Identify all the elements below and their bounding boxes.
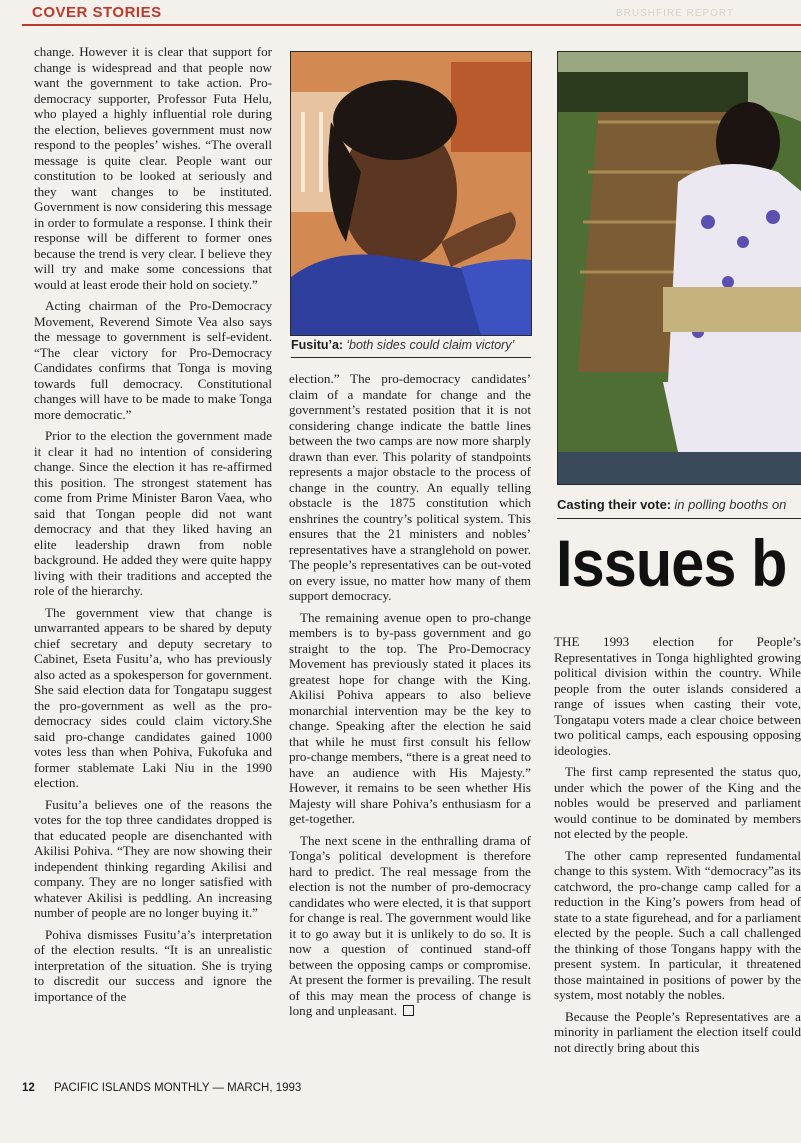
- paragraph: The other camp represented fundamental change to this system. With “democracy”as its catchword, the pro-change camp called for a reduction in the King’s powers from head of state to a state figurehead, and for a parliament elected by the people. Such a call challenged the thinking of those Tongans happy with the present system. In particular, it threatened those maintained in positions of power by the system, most notably the nobles.: [554, 847, 801, 1002]
- paragraph: Acting chairman of the Pro-Democracy Movement, Reverend Simote Vea also says the message to government is self-evident. “The clear victory for Pro-Democracy Candidates confirms that Tonga is moving towards full democracy. Constitutional changes will have to be made to make Tonga more democratic.”: [34, 298, 272, 422]
- paragraph: Because the People’s Representatives are a minority in parliament the election itself could not directly bring about this: [554, 1008, 801, 1055]
- paragraph: The government view that change is unwarranted appears to be shared by deputy chief secretary and deputy secretary to Cabinet, Eseta Fusitu’a, who has previously also acted as a spokesperson for government. She said election data for Tongatapu suggest the pro-government as well as the pro-democracy sides could claim victory.She said pro-change candidates gained 1000 votes less than when Pohiva, Fukofuka and former stablemate Laki Niu in the 1990 election.: [34, 604, 272, 790]
- photo-fusitua-illustration: [291, 52, 531, 335]
- photo-caption-fusitua: [291, 338, 531, 353]
- photo-casting-vote: [557, 51, 801, 485]
- paragraph-text: The next scene in the enthralling drama of Tonga’s political development is therefore hard to predict. The real message from the election is not the number of pro-democracy candidates who were elected, it is that support for change is real. The government would like it to go away but it is unlikely to do so. It is now a question of continued stand-off between the opposing camps or compromise. At present the former is prevailing. The result of this may mean the process of change is long and unpleasant.: [289, 832, 531, 1018]
- header-rule: [22, 24, 801, 26]
- caption-text: ‘both sides could claim victory’: [346, 338, 515, 352]
- paragraph: THE 1993 election for People’s Representatives in Tonga highlighted growing political division within the country. While people from the outer islands considered a range of issues when casting their vote, Tongatapu voters made a clear choice between two political camps, each espousing opposing ideologies.: [554, 634, 801, 758]
- paragraph: Fusitu’a believes one of the reasons the votes for the top three candidates dropped is that educated people are disenchanted with Akilisi Pohiva. “They are now showing their independent thinking regarding Akilisi and company. They are no longer satisfied with whatever Akilisi is peddling. An increasing number of people are no longer buying it.”: [34, 796, 272, 920]
- page-number: 12: [22, 1082, 35, 1094]
- paragraph: change. However it is clear that support for change is widespread and that people now want the government to take action. Pro-democracy supporter, Professor Futa Helu, who played a highly influential role during the election, believes government must now respond to the peoples’ wishes. “The overall message is quite clear. People want our constitution to be looked at seriously and they want changes to be instituted. Government is now considering this message in order to formulate a response. I think their response will be different to former ones because the trend is very clear. I believe they will try and make some concessions that would at least erode their hold on society.”: [34, 44, 272, 292]
- section-label: COVER STORIES: [32, 4, 162, 21]
- caption-rule: [557, 518, 801, 519]
- paragraph: [289, 833, 531, 1019]
- article-column-1: [34, 44, 272, 1004]
- paragraph: The remaining avenue open to pro-change members is to by-pass government and go straight to the top. The Pro-Democracy Movement has previously stated it places its greatest hope for change with the King. Akilisi Pohiva appears to also believe monarchial intervention may be the key to change. Speaking after the election he said that while he must first consult his fellow pro-change members, “there is a great need to have an audience with His Majesty.” However, it remains to be seen whether His Majesty will share Pohiva’s enthusiasm for a get-together.: [289, 609, 531, 826]
- article-column-3: [554, 634, 801, 1055]
- article-column-2: [289, 371, 531, 1019]
- paragraph: Prior to the election the government made it clear it had no intention of considering change. Since the election it has re-affirmed this position. The strongest statement has come from Prime Minister Baron Vaea, who said that Tongan people did not want democracy and that they liked having an elite leadership drawn from noble background. He added they were quite happy living with their traditions and accepted the role of the hierarchy.: [34, 428, 272, 598]
- photo-fusitua: [290, 51, 532, 336]
- caption-rule: [291, 357, 531, 358]
- caption-text: in polling booths on: [674, 497, 787, 512]
- header-ghost-text: BRUSHFIRE REPORT: [616, 8, 735, 19]
- photo-casting-vote-illustration: [558, 52, 801, 484]
- end-of-article-box: [403, 1005, 414, 1016]
- page-footer: [22, 1082, 301, 1094]
- caption-name: Casting their vote:: [557, 497, 672, 512]
- caption-name: Fusitu’a:: [291, 338, 344, 352]
- photo-caption-casting-vote: [557, 497, 801, 513]
- paragraph: The first camp represented the status quo, under which the power of the King and the nobles would be preserved and parliament would continue to be dominated by members not elected by the people.: [554, 764, 801, 841]
- paragraph: election.” The pro-democracy candidates’ claim of a mandate for change and the government’s restated position that it is not considering change indicate the battle lines between the two camps are now more sharply drawn than ever. This polarity of standpoints represents a major obstacle to the process of change in the country. An equally telling obstacle is the 1875 constitution which enshrines the country’s political system. This ensures that the 21 ministers and nobles’ representatives have a stranglehold on power. The people’s representatives can be out-voted on every issue, no matter how many of them support democracy.: [289, 371, 531, 603]
- headline: Issues b: [556, 526, 787, 600]
- publication-info: PACIFIC ISLANDS MONTHLY — MARCH, 1993: [54, 1082, 302, 1094]
- paragraph: Pohiva dismisses Fusitu’a’s interpretation of the election results. “It is an unrealistic interpretation of the situation. She is trying to discredit our success and ignore the importance of the: [34, 926, 272, 1004]
